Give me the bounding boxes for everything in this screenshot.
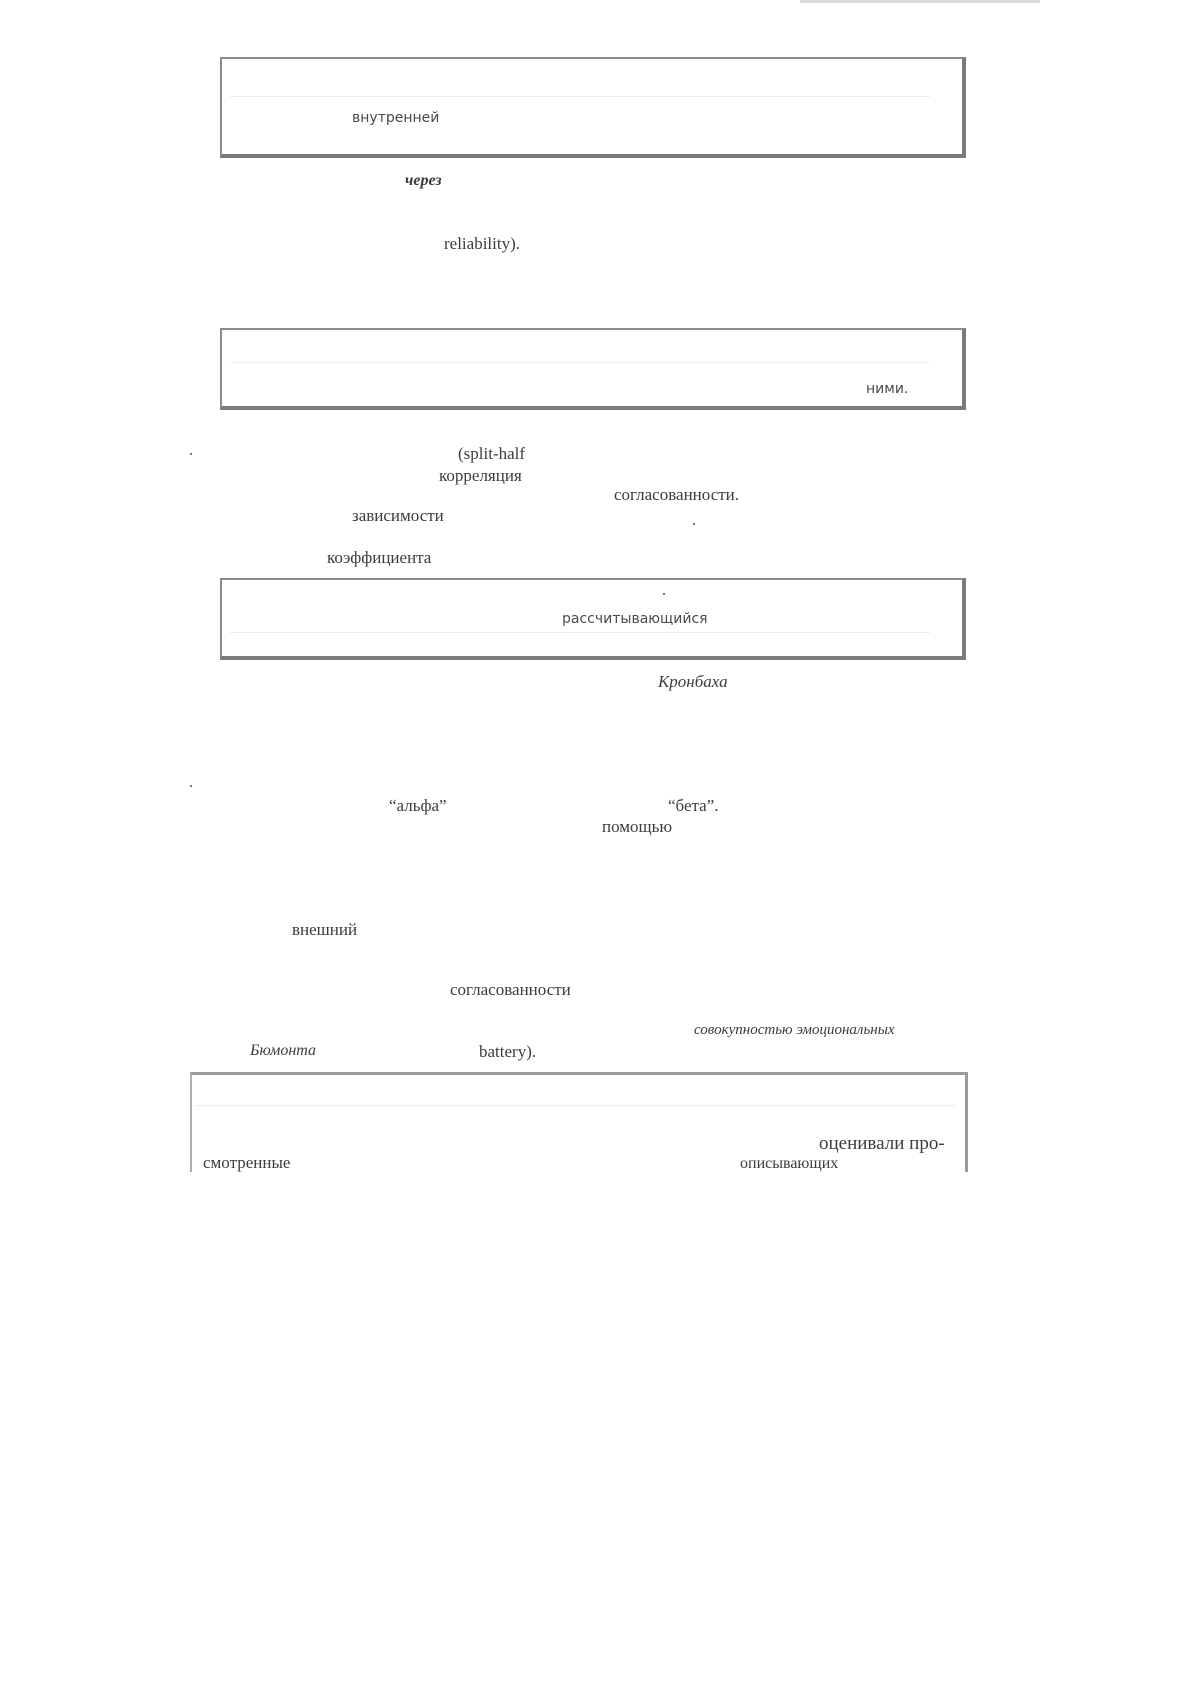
scan-speck	[190, 453, 192, 455]
scan-speck	[663, 593, 665, 595]
word-fragment: reliability).	[444, 234, 521, 253]
definition-box-1	[220, 57, 966, 158]
scan-residue	[230, 96, 930, 97]
word-fragment: зависимости	[352, 506, 444, 525]
word-fragment: согласованности	[450, 980, 571, 999]
word-fragment: оценивали про-	[819, 1133, 945, 1154]
word-fragment: рассчитывающийся	[562, 611, 708, 627]
word-fragment: внешний	[292, 920, 358, 939]
word-fragment: коэффициента	[327, 548, 432, 567]
example-box	[190, 1072, 968, 1172]
word-fragment: “бета”.	[668, 796, 719, 815]
word-fragment: ними.	[866, 381, 909, 397]
page-edge-line	[800, 0, 1040, 3]
scan-residue	[230, 632, 930, 633]
word-fragment: (split-half	[458, 444, 526, 463]
word-fragment: “альфа”	[389, 796, 447, 815]
word-fragment: внутренней	[352, 110, 440, 126]
word-fragment: Кронбаха	[658, 672, 728, 691]
word-fragment: описывающих	[740, 1155, 839, 1172]
scan-speck	[190, 785, 192, 787]
word-fragment: совокупностью эмоциональных	[694, 1022, 895, 1038]
definition-box-2	[220, 328, 966, 410]
word-fragment: смотренные	[203, 1153, 291, 1172]
word-fragment: согласованности.	[614, 485, 740, 504]
word-fragment: корреляция	[439, 466, 522, 485]
scan-residue	[230, 362, 930, 363]
word-fragment: Бюмонта	[250, 1042, 317, 1059]
scan-residue	[195, 1105, 955, 1106]
scan-speck	[693, 523, 695, 525]
word-fragment: помощью	[602, 817, 673, 836]
word-fragment: через	[405, 172, 442, 189]
word-fragment: battery).	[479, 1042, 537, 1061]
